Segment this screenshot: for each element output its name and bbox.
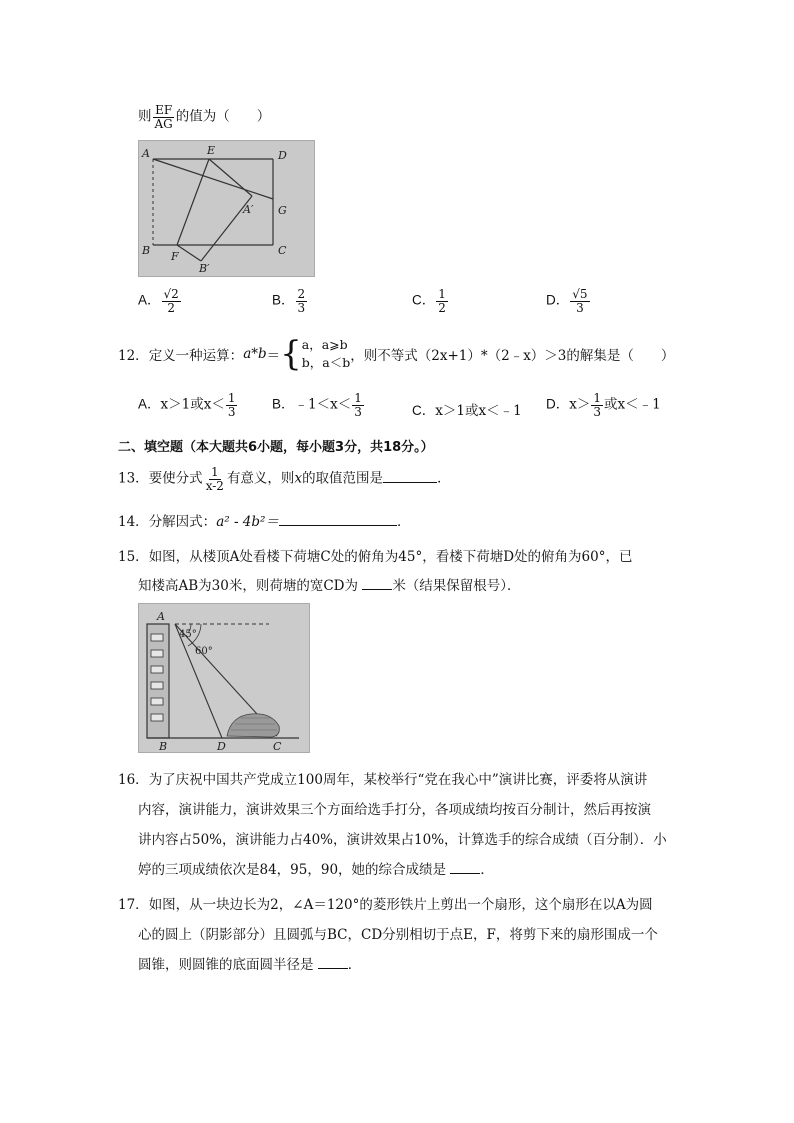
q11-option-d-label: D．	[546, 292, 570, 308]
q13-var: x	[294, 470, 303, 487]
q15-line2-text: 知楼高AB为30米，则荷塘的宽CD为	[138, 578, 359, 594]
q12-option-b	[272, 392, 365, 418]
q15-label-B: B	[159, 740, 168, 752]
q11-option-a-label: A．	[138, 292, 161, 308]
q12-option-a-label: A．	[138, 396, 161, 412]
q14-stem	[118, 510, 410, 530]
q12-stem	[118, 334, 675, 375]
q17-number: 17．	[118, 897, 149, 913]
q11-option-c-num: 1	[438, 287, 446, 301]
q11-option-a	[138, 288, 182, 314]
q12-case-1: a，a⩾b	[301, 337, 348, 352]
q12-option-d-text: x＞	[569, 396, 591, 413]
q11-option-a-den: 2	[167, 300, 175, 315]
q11-option-c	[412, 288, 449, 314]
q12-option-a-den: 3	[227, 404, 236, 419]
q16-line-2	[138, 798, 651, 818]
q11-option-a-num: √2	[163, 287, 179, 301]
q11-option-d	[546, 288, 591, 314]
q11-fraction	[153, 104, 175, 130]
q15-line1-text: 如图，从楼顶A处看楼下荷塘C处的俯角为45°，看楼下荷塘D处的俯角为60°，已	[148, 549, 633, 565]
q11-label-B-prime: B′	[199, 262, 210, 275]
q15-figure-svg	[139, 604, 309, 752]
q11-label-A-prime: A′	[243, 203, 254, 216]
q13-text-a: 要使分式	[148, 470, 203, 487]
q11-label-C: C	[278, 244, 287, 257]
q14-answer-blank[interactable]	[279, 525, 397, 526]
q17-line3-text: 圆锥，则圆锥的底面圆半径是	[138, 957, 314, 973]
q12-option-c-text: x＞1或x＜﹣1	[435, 403, 522, 419]
q13-number: 13．	[118, 470, 149, 487]
q11-label-A: A	[142, 147, 150, 160]
q11-figure-svg	[139, 141, 314, 276]
q12-cases	[302, 336, 350, 372]
q16-line1-text: 为了庆祝中国共产党成立100周年，某校举行“党在我心中”演讲比赛，评委将从演讲	[148, 772, 648, 788]
q13-frac-den: x-2	[205, 478, 224, 493]
q16-line-4	[138, 858, 494, 878]
q15-label-45: 45°	[179, 629, 197, 640]
q15-label-C: C	[273, 740, 282, 752]
q11-label-G: G	[278, 204, 287, 217]
q12-option-d-text-post: 或x＜﹣1	[604, 396, 661, 413]
q11-option-b	[272, 288, 308, 314]
q17-line-2	[138, 923, 658, 943]
q12-option-a-num: 1	[227, 391, 236, 405]
q13-end: ．	[437, 470, 451, 487]
q12-option-a-text: x＞1或x＜	[160, 396, 225, 413]
q15-line-1	[118, 545, 632, 565]
q12-option-b-den: 3	[354, 404, 362, 419]
q11-label-B: B	[142, 244, 151, 257]
q12-option-b-num: 1	[354, 391, 362, 405]
q13-text-c: 的取值范围是	[302, 470, 384, 487]
q15-answer-blank[interactable]	[362, 589, 392, 590]
q11-option-d-num: √5	[572, 287, 588, 301]
q12-option-d-label: D．	[546, 396, 570, 412]
q14-number: 14．	[118, 514, 149, 530]
q11-frac-den: AG	[154, 116, 173, 131]
q12-option-c	[412, 399, 522, 419]
q17-answer-blank[interactable]	[318, 968, 348, 969]
q16-line-3	[138, 828, 667, 848]
q16-line-1	[118, 768, 647, 788]
q12-text-b: ，则不等式（2x+1）*（2﹣x）＞3的解集是（ ）	[350, 348, 675, 365]
q12-case-2: b，a＜b	[301, 355, 351, 371]
q15-label-D: D	[217, 740, 226, 752]
q12-option-d-frac	[591, 392, 603, 418]
q12-text-a: 定义一种运算：	[148, 348, 244, 365]
q11-option-d-frac	[570, 288, 589, 314]
q17-line1-text: 如图，从一块边长为2，∠A＝120°的菱形铁片上剪出一个扇形，这个扇形在以A为圆	[148, 897, 653, 913]
q12-option-d-den: 3	[593, 404, 602, 419]
q11-frac-num: EF	[155, 103, 173, 117]
q12-brace: {	[280, 334, 302, 375]
q15-label-A: A	[157, 610, 165, 623]
q12-option-d-num: 1	[593, 391, 602, 405]
q11-option-b-den: 3	[297, 300, 306, 315]
q17-line-1	[118, 893, 653, 913]
q11-label-F: F	[171, 250, 179, 263]
q15-line2-end: 米（结果保留根号）．	[392, 578, 521, 594]
q11-label-D: D	[278, 149, 287, 162]
q11-figure	[138, 140, 315, 277]
q12-expr: a*b	[243, 346, 267, 363]
q15-figure	[138, 603, 310, 753]
q16-line3-text: 讲内容占50%，演讲能力占40%，演讲效果占10%，计算选手的综合成绩（百分制）．小	[138, 832, 667, 848]
q11-prefix: 则	[138, 108, 152, 125]
q12-eq: ＝	[266, 348, 281, 365]
q15-number: 15．	[118, 549, 149, 565]
q12-number: 12．	[118, 348, 149, 365]
q17-line-3	[138, 953, 361, 973]
q16-number: 16．	[118, 772, 149, 788]
q17-line2-text: 心的圆上（阴影部分）且圆弧与BC，CD分别相切于点E，F，将剪下来的扇形围成一个	[138, 927, 658, 943]
q11-option-b-frac	[296, 288, 308, 314]
q11-stem	[138, 104, 270, 130]
q13-frac-num: 1	[210, 465, 219, 479]
q12-option-b-text: ﹣1＜x＜	[294, 396, 352, 413]
q12-option-d	[546, 392, 661, 418]
q11-option-c-frac	[436, 288, 448, 314]
q11-suffix: 的值为（ ）	[175, 108, 271, 125]
q11-option-b-label: B．	[272, 292, 295, 308]
q11-option-d-den: 3	[576, 300, 584, 315]
q12-option-b-label: B．	[272, 396, 295, 412]
q16-answer-blank[interactable]	[450, 873, 480, 874]
q12-option-a	[138, 392, 238, 418]
q12-option-c-label: C．	[412, 403, 436, 418]
q12-option-b-frac	[352, 392, 364, 418]
q16-line4-text: 婷的三项成绩依次是84，95，90，她的综合成绩是	[138, 862, 447, 878]
q13-answer-blank[interactable]	[383, 482, 437, 483]
q16-line2-text: 内容，演讲能力，演讲效果三个方面给选手打分，各项成绩均按百分制计，然后再按演	[138, 802, 651, 818]
q15-line-2	[138, 574, 521, 594]
q13-stem	[118, 466, 451, 492]
q11-option-c-den: 2	[438, 300, 446, 315]
q11-option-a-frac	[162, 288, 181, 314]
section-title: 二、填空题（本大题共6小题，每小题3分，共18分。）	[118, 440, 434, 455]
q14-text-a: 分解因式：	[148, 514, 217, 530]
q11-label-E: E	[207, 144, 216, 157]
q12-option-a-frac	[226, 392, 238, 418]
q17-line3-end: ．	[347, 957, 362, 973]
q13-fraction	[204, 466, 226, 492]
q13-text-b: 有意义，则	[226, 470, 295, 487]
q11-option-c-label: C．	[412, 292, 436, 308]
q15-label-60: 60°	[195, 646, 213, 657]
q11-option-b-num: 2	[297, 287, 306, 301]
q16-line4-end: ．	[480, 862, 494, 878]
q14-end: ．	[396, 514, 411, 530]
q14-expr: a² - 4b²＝	[216, 514, 279, 530]
